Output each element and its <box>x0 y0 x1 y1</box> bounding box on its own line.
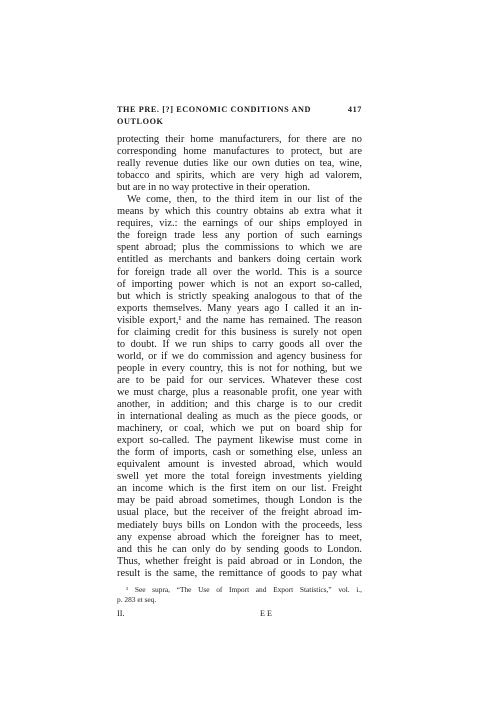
body-line: exports themselves. Many years ago I called it an in- <box>117 302 362 314</box>
body-line: requires, viz.: the earnings of our ships employed in <box>117 218 362 230</box>
body-line: result is the same, the remittance of goods to pay what <box>117 567 362 579</box>
body-line: any expense abroad which the foreigner has to meet, <box>117 531 362 543</box>
body-line: spent abroad; plus the commissions to which we are <box>117 242 362 254</box>
body-line: world, or if we do commission and agency business for <box>117 350 362 362</box>
body-line: usual place, but the receiver of the freight abroad im- <box>117 507 362 519</box>
body-line: Thus, whether freight is paid abroad or in London, the <box>117 555 362 567</box>
running-head <box>117 104 362 128</box>
body-line: tobacco and spirits, which are very high ad valorem, <box>117 170 362 182</box>
body-line: we must charge, plus a reasonable profit, one year with <box>117 386 362 398</box>
body-line: swell yet more the total foreign investments yielding <box>117 471 362 483</box>
body-line: but which is strictly speaking analogous to that of the <box>117 290 362 302</box>
body-line: equivalent amount is invested abroad, which would <box>117 459 362 471</box>
body-line: really revenue duties like our own duties on tea, wine, <box>117 158 362 170</box>
footnote-line: ¹ See supra, “The Use of Import and Export Statistics,” vol. i., <box>126 584 362 594</box>
body-line: export so-called. The payment likewise must come in <box>117 435 362 447</box>
body-line: for claiming credit for this business is surely not open <box>117 326 362 338</box>
body-line: in international dealing as much as the piece goods, or <box>117 411 362 423</box>
body-line: machinery, or coal, which we put on board ship for <box>117 423 362 435</box>
body-line: but are in no way protective in their operation. <box>117 182 311 194</box>
volume-number: II. <box>117 608 125 618</box>
body-line: the foreign trade less any portion of such earnings <box>117 230 362 242</box>
body-line: protecting their home manufacturers, for there are no <box>117 134 362 145</box>
body-line: the form of imports, cash or something else, unless an <box>117 447 362 459</box>
body-line: visible export,¹ and the name has remained. The reason <box>117 314 362 326</box>
body-line: of importing power which is not an export so-called, <box>117 278 362 290</box>
gathering-mark: E E <box>259 608 272 618</box>
body-line: may be paid abroad sometimes, though London is the <box>117 495 362 507</box>
body-line: to doubt. If we run ships to carry goods all over the <box>117 338 362 350</box>
body-line: We come, then, to the third item in our list of the <box>127 194 362 206</box>
body-line: entitled as merchants and bankers doing certain work <box>117 254 362 266</box>
body-line: an income which is the first item on our list. Freight <box>117 483 362 495</box>
footnote-line: p. 283 et seq. <box>117 594 157 604</box>
page-number: 417 <box>347 105 362 114</box>
footnote <box>117 585 362 605</box>
body-line: corresponding home manufactures to protect, but are <box>117 146 362 158</box>
body-line: and this he can only do by sending goods to London. <box>117 543 362 555</box>
running-head-title: THE PRE. [?] ECONOMIC CONDITIONS AND OUTLOOK <box>117 105 312 126</box>
body-line: are to be paid for our services. Whatever these cost <box>117 374 362 386</box>
body-text <box>117 134 362 580</box>
book-page <box>117 104 362 620</box>
body-line: for foreign trade all over the world. This is a source <box>117 266 362 278</box>
body-line: people in every country, this is not for nothing, but we <box>117 362 362 374</box>
signature-mark <box>117 608 362 620</box>
body-line: mediately buys bills on London with the proceeds, less <box>117 519 362 531</box>
body-line: another, in addition; and this charge is to our credit <box>117 399 362 411</box>
body-line: means by which this country obtains ab extra what it <box>117 206 362 218</box>
